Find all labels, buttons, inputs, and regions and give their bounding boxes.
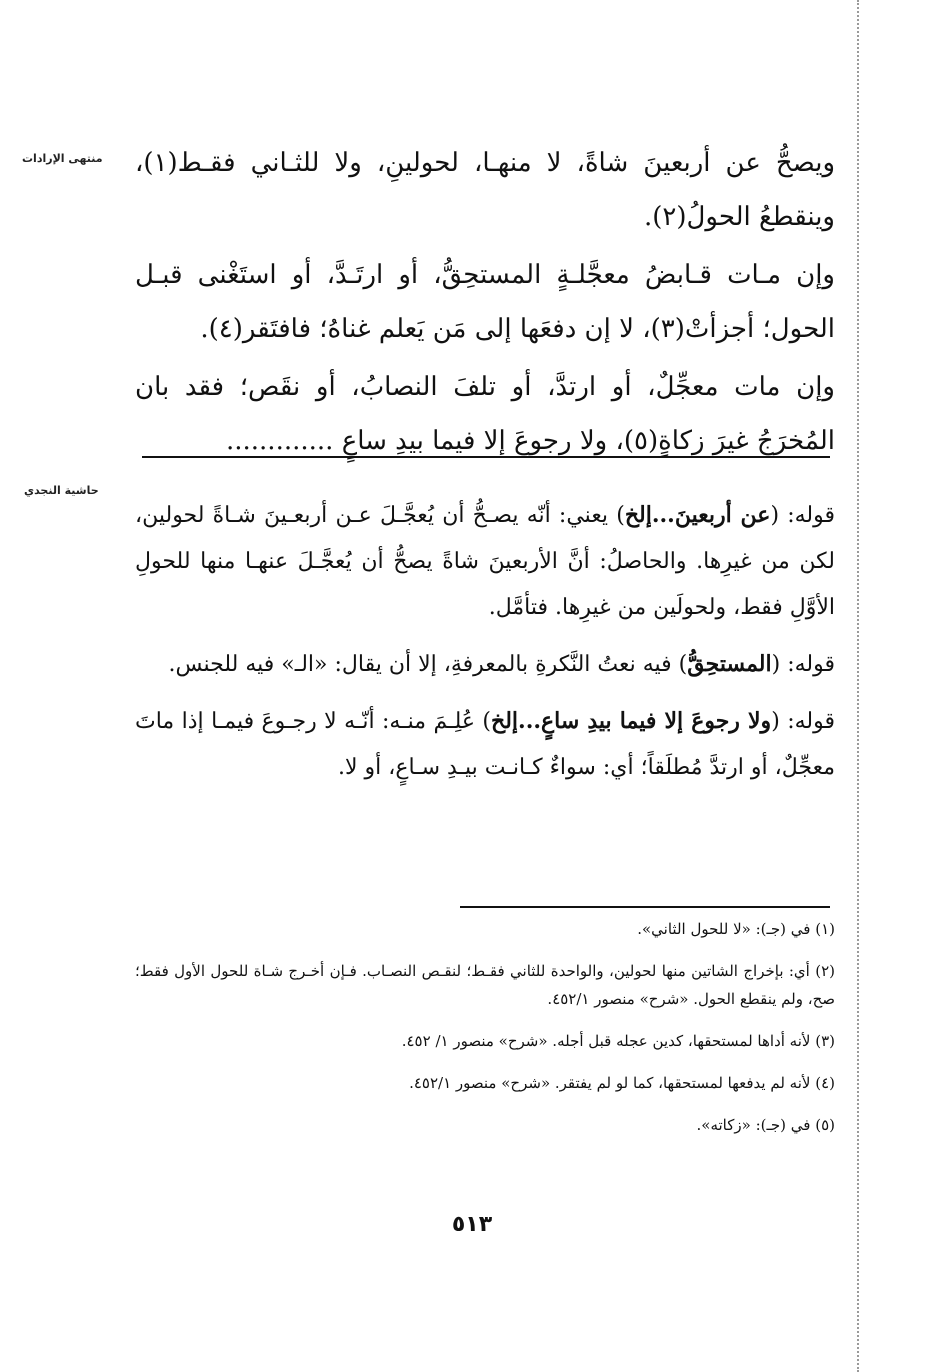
footnotes xyxy=(135,915,835,1153)
page-number: ٥١٣ xyxy=(451,1212,493,1237)
hashiya-entry-3 xyxy=(135,698,835,791)
main-paragraph-2: وإن مـات قـابضُ معجَّلـةٍ المستحِقُّ، أو ارتَـدَّ، أو استَغْنى قبـل الحول؛ أجزأتْ(٣)، لا إن دفعَها إلى مَن يَعلم غناهُ؛ فافتَقر(٤). xyxy=(135,260,835,344)
main-text-divider xyxy=(142,456,830,458)
hashiya-prefix: قوله: ( xyxy=(771,709,835,734)
footnote-5: (٥) في (جـ): «زكاته». xyxy=(696,1116,835,1134)
side-label-hashiya: حاشية النجدي xyxy=(24,484,99,497)
hashiya-entry-2 xyxy=(135,641,835,688)
page-edge-dotted-line xyxy=(857,0,859,1372)
hashiya-keyword: ولا رجوعَ إلا فيما بيدِ ساعٍ...إلخ xyxy=(491,708,772,734)
side-label-muntaha: منتهى الإرادات xyxy=(22,152,103,165)
hashiya-entry-1 xyxy=(135,492,835,631)
hashiya-prefix: قوله: ( xyxy=(770,503,836,528)
footnote-1: (١) في (جـ): «لا للحول الثاني». xyxy=(637,920,835,938)
hashiya-commentary xyxy=(135,492,835,801)
hashiya-body: ) يعني: أنّه يصـحُّ أن يُعجَّـلَ عـن أربعـينَ شـاةً لحولين، لكن من غيرِها. والحاصلُ: أنَّ الأربعينَ شاةً يصحُّ أن يُعجَّـلَ عنهـا منها للحولِ الأوَّلِ فقط، ولحولَين من غيرِها. فتأمَّل. xyxy=(135,503,835,620)
hashiya-body: ) فيه نعتُ النَّكرةِ بالمعرفةِ، إلا أن يقال: «الـ» فيه للجنس. xyxy=(168,652,688,677)
footnote-3: (٣) لأنه أداها لمستحقها، كدين عجله قبل أجله. «شرح» منصور ١/ ٤٥٢. xyxy=(401,1032,835,1050)
footnote-4: (٤) لأنه لم يدفعها لمستحقها، كما لو لم يفتقر. «شرح» منصور ٤٥٢/١. xyxy=(409,1074,835,1092)
main-paragraph-1: ويصحُّ عن أربعينَ شاةً، لا منهـا، لحولينِ، ولا للثـاني فقـط(١)، وينقطعُ الحولُ(٢). xyxy=(135,148,835,232)
hashiya-keyword: عن أربعينَ...إلخ xyxy=(624,502,771,528)
hashiya-keyword: المستحِقُّ xyxy=(687,651,772,677)
main-text xyxy=(135,136,835,468)
footnote-divider xyxy=(460,906,830,908)
hashiya-prefix: قوله: ( xyxy=(771,652,835,677)
hashiya-body: ) عُلِـمَ منـه: أنّـه لا رجـوعَ فيمـا إذا ماتَ معجِّلٌ، أو ارتدَّ مُطلَقاً؛ أي: سواءٌ كـانـت بيـدِ سـاعٍ، أو لا. xyxy=(135,709,835,780)
footnote-2: (٢) أي: بإخراج الشاتين منها لحولين، والواحدة للثاني فقـط؛ لنقـص النصـاب. فـإن أخـرج شـاة للحول الأول فقط؛ صح، ولم ينقطع الحول. «شرح» منصور ٤٥٢/١. xyxy=(135,962,835,1008)
main-paragraph-3: وإن مات معجِّلٌ، أو ارتدَّ، أو تلفَ النصابُ، أو نقَص؛ فقد بان المُخرَجُ غيرَ زكاةٍ(٥)، ولا رجوعَ إلا فيما بيدِ ساعٍ ............. xyxy=(135,372,835,456)
